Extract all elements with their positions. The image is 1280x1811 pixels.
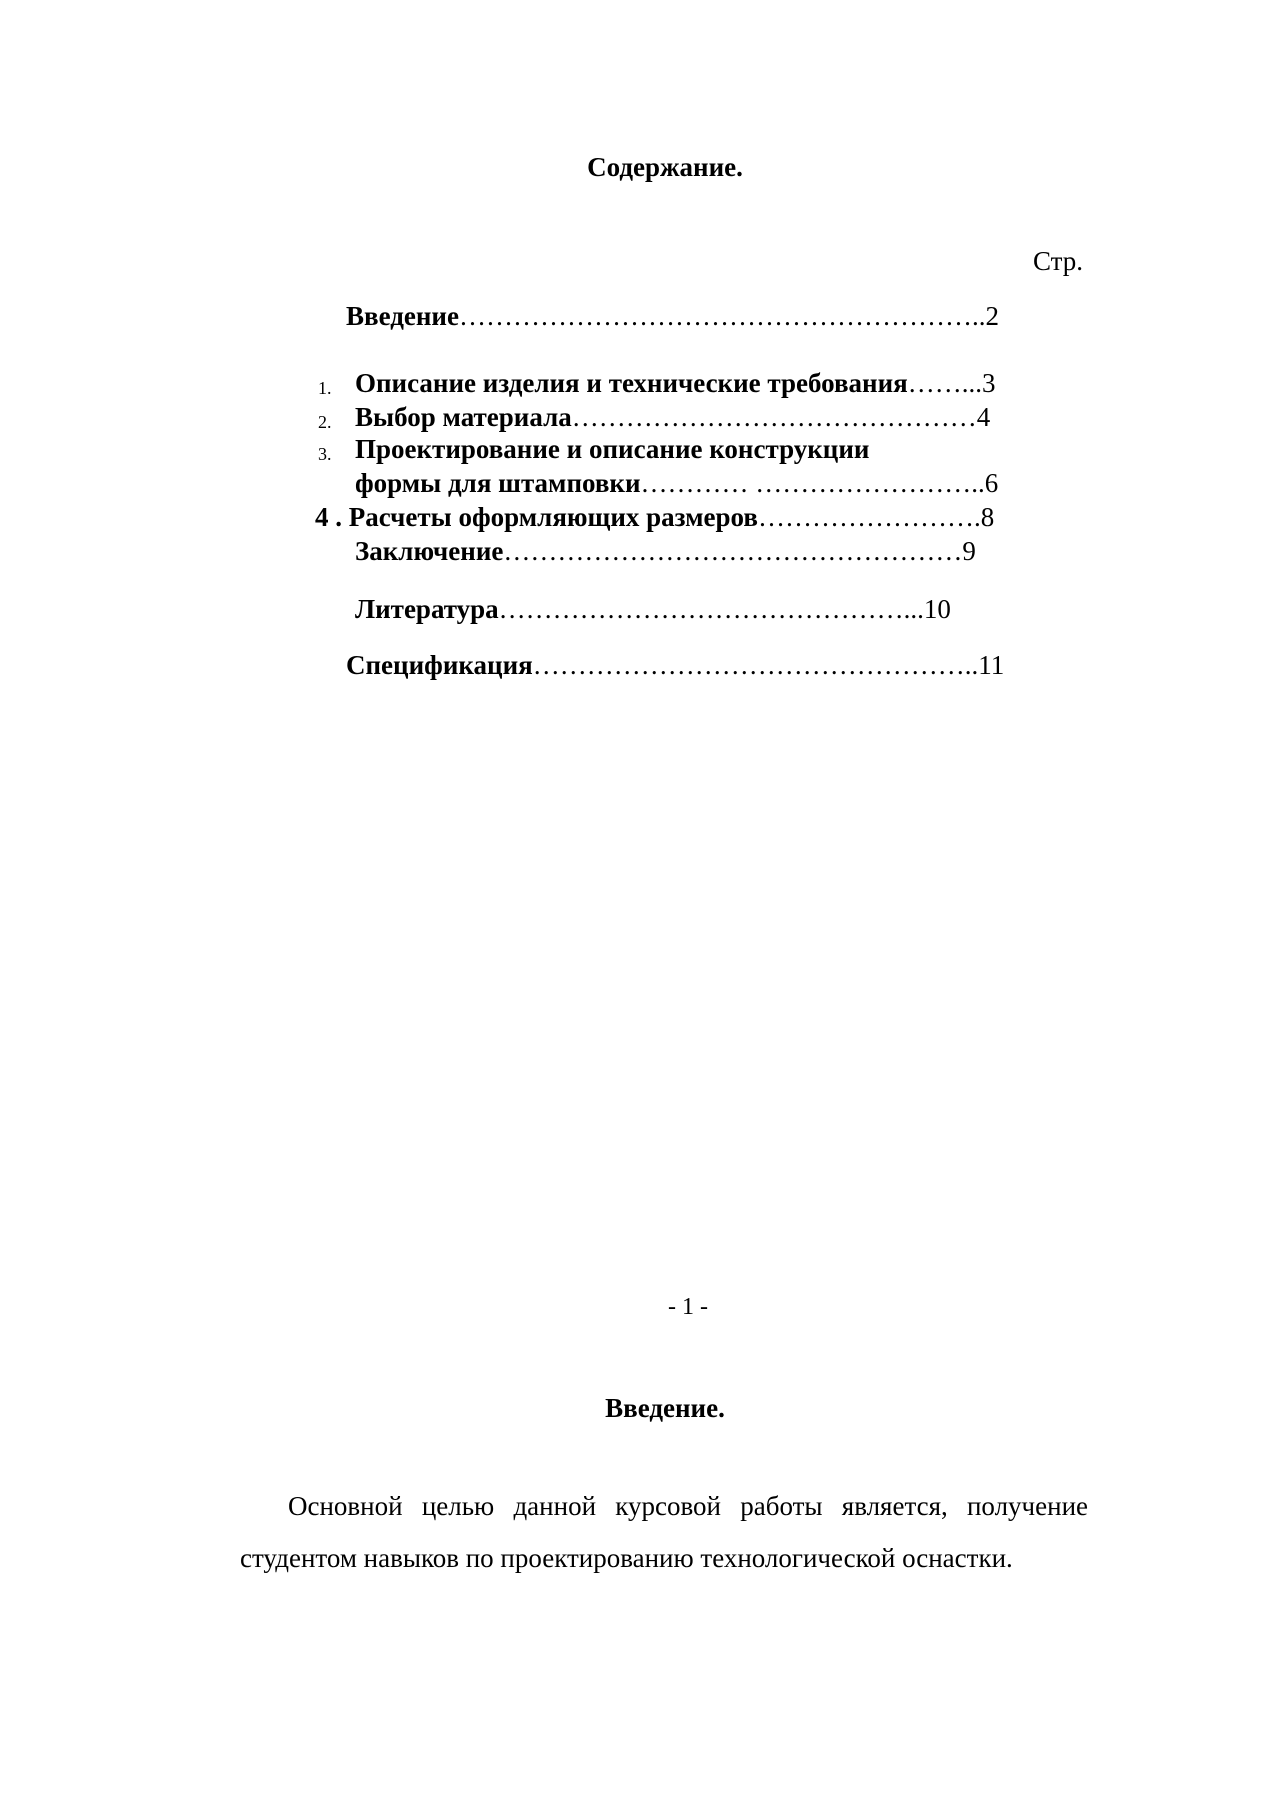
toc-entry-title: Описание изделия и технические требования — [355, 368, 908, 398]
toc-entry-specification — [346, 650, 1004, 680]
toc-entry-title: Заключение — [355, 536, 504, 566]
toc-entry-title: Спецификация — [346, 650, 533, 680]
toc-leader: ……………………. — [757, 502, 981, 532]
toc-leader: ……... — [907, 368, 983, 398]
toc-entry-item-1 — [355, 368, 996, 398]
toc-leader: ………………………………………….. — [532, 650, 979, 680]
toc-entry-introduction — [346, 301, 999, 331]
toc-entry-item-3-line-2 — [355, 468, 998, 498]
toc-entry-conclusion — [355, 536, 976, 566]
toc-leader: ………………………………………………….. — [458, 301, 986, 331]
toc-entry-title: Литература — [355, 594, 499, 624]
toc-entry-item-3-line-1 — [355, 434, 869, 464]
toc-entry-title: Выбор материала — [355, 402, 572, 432]
toc-page: 11 — [978, 650, 1005, 680]
toc-entry-item-4 — [315, 502, 994, 532]
toc-leader: ……………………………………… — [571, 402, 977, 432]
toc-leader: ………………………………………... — [498, 594, 924, 624]
toc-item-number: 1. — [318, 378, 332, 398]
toc-entry-literature — [355, 594, 951, 624]
toc-entry-item-2 — [355, 402, 990, 432]
toc-page: 2 — [985, 301, 999, 331]
toc-title: Содержание. — [587, 152, 743, 182]
toc-entry-title-continued: формы для штамповки — [355, 468, 641, 498]
page-column-label: Стр. — [1033, 246, 1084, 276]
toc-item-number: 4 . — [315, 502, 342, 532]
toc-page: 3 — [982, 368, 996, 398]
toc-page: 9 — [962, 536, 976, 566]
toc-page: 4 — [976, 402, 991, 432]
toc-leader: ………… …………………….. — [640, 468, 985, 498]
toc-page: 6 — [984, 468, 999, 498]
toc-entry-title: Проектирование и описание конструкции — [355, 434, 870, 464]
toc-leader: …………………………………………… — [503, 536, 963, 566]
toc-entry-title: Введение — [346, 301, 459, 331]
introduction-title: Введение. — [605, 1393, 725, 1423]
toc-item-number: 3. — [318, 444, 332, 464]
toc-page: 8 — [980, 502, 995, 532]
toc-entry-title: Расчеты оформляющих размеров — [348, 502, 758, 532]
toc-page: 10 — [923, 594, 951, 624]
page-number: - 1 - — [668, 1294, 708, 1320]
introduction-paragraph: Основной целью данной курсовой работы является, получение студентом навыков по проектированию технологической оснастки. — [240, 1491, 1088, 1573]
toc-item-number: 2. — [318, 412, 332, 432]
